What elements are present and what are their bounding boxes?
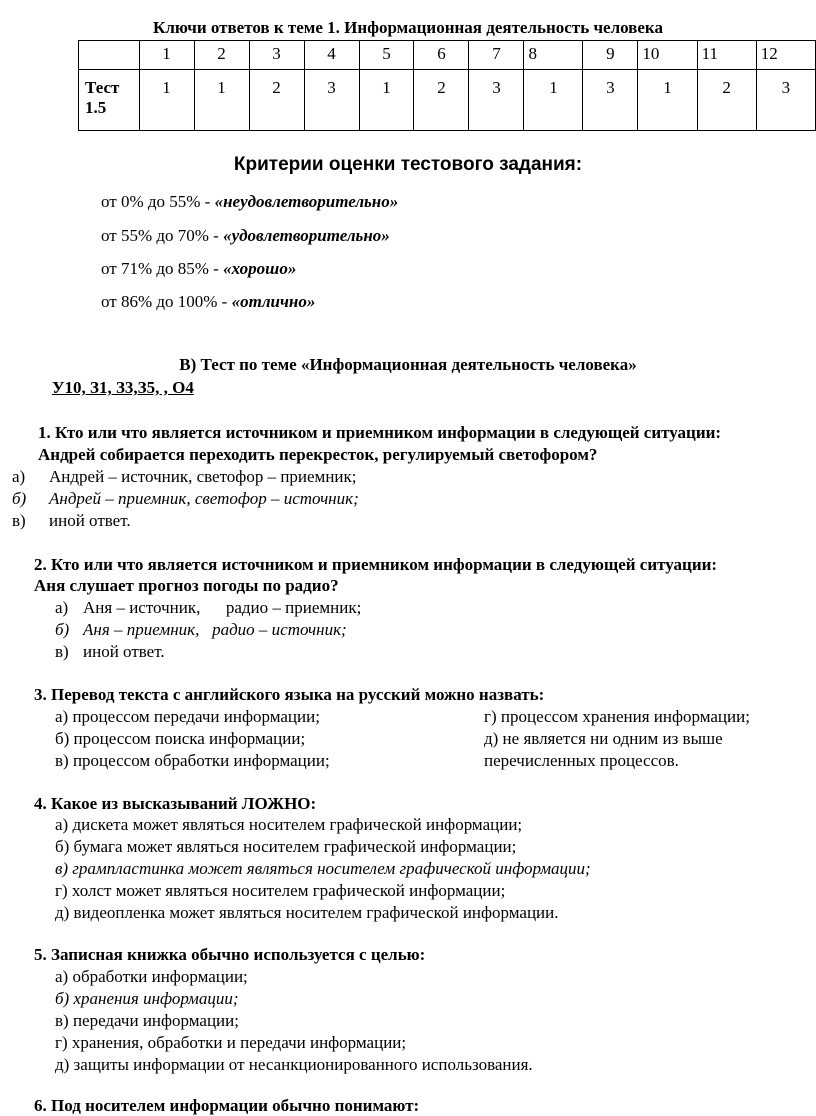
option-text: б) бумага может являться носителем графической информации;	[55, 837, 517, 856]
answer-cell: 3	[756, 70, 815, 131]
criteria-item	[101, 226, 390, 246]
section-title: В) Тест по теме «Информационная деятельность человека»	[179, 355, 637, 374]
option-marker: а)	[12, 467, 26, 486]
criteria-range: от 71% до 85% -	[101, 259, 224, 278]
question-text: 6. Под носителем информации обычно понимают:	[34, 1096, 420, 1115]
option-text: Андрей – источник, светофор – приемник;	[49, 467, 357, 486]
option-text: в) передачи информации;	[55, 1011, 239, 1030]
question-text: 4. Какое из высказываний ЛОЖНО:	[34, 794, 317, 813]
option-text: г) процессом хранения информации;	[484, 707, 750, 726]
header-cell: 10	[638, 41, 697, 70]
option-text: Аня – приемник, радио – источник;	[83, 620, 347, 639]
criteria-range: от 55% до 70% -	[101, 226, 224, 245]
header-cell: 1	[139, 41, 194, 70]
question-text: Аня слушает прогноз погоды по радио?	[34, 576, 339, 595]
option-text: Андрей – приемник, светофор – источник;	[49, 489, 359, 508]
option-text: а) процессом передачи информации;	[55, 707, 320, 726]
header-cell	[79, 41, 140, 70]
header-cell: 11	[697, 41, 756, 70]
option-text: б) процессом поиска информации;	[55, 729, 306, 748]
section-codes: У10, З1, З3,З5, , О4	[52, 378, 194, 397]
header-cell: 9	[583, 41, 638, 70]
option-text: б) хранения информации;	[55, 989, 239, 1008]
option-marker: б)	[12, 489, 27, 508]
answer-cell: 2	[697, 70, 756, 131]
criteria-item	[101, 292, 315, 312]
answer-cell: 1	[194, 70, 249, 131]
criteria-range: от 86% до 100% -	[101, 292, 232, 311]
option-marker: в)	[55, 642, 69, 661]
answer-cell: 3	[469, 70, 524, 131]
criteria-range: от 0% до 55% -	[101, 192, 215, 211]
option-text: а) дискета может являться носителем графической информации;	[55, 815, 523, 834]
option-text: г) холст может являться носителем графической информации;	[55, 881, 506, 900]
criteria-item	[101, 192, 398, 212]
question-text: 2. Кто или что является источником и приемником информации в следующей ситуации:	[34, 555, 718, 574]
question-text: 5. Записная книжка обычно используется с целью:	[34, 945, 426, 964]
option-text: г) хранения, обработки и передачи информации;	[55, 1033, 407, 1052]
option-marker: в)	[12, 511, 26, 530]
option-text: д) не является ни одним из выше	[484, 729, 723, 748]
question-text: 3. Перевод текста с английского языка на русский можно назвать:	[34, 685, 545, 704]
option-text: д) видеопленка может являться носителем графической информации.	[55, 903, 559, 922]
answer-cell: 3	[304, 70, 359, 131]
criteria-item	[101, 259, 296, 279]
option-text: а) обработки информации;	[55, 967, 248, 986]
header-cell: 7	[469, 41, 524, 70]
option-text: иной ответ.	[83, 642, 165, 661]
criteria-title: Критерии оценки тестового задания:	[233, 154, 583, 175]
page-title: Ключи ответов к теме 1. Информационная деятельность человека	[153, 18, 663, 37]
answer-cell: 2	[414, 70, 469, 131]
answer-cell: 1	[524, 70, 583, 131]
header-cell: 12	[756, 41, 815, 70]
question-text: 1. Кто или что является источником и приемником информации в следующей ситуации:	[38, 423, 722, 442]
answer-cell: 1	[139, 70, 194, 131]
row-label: Тест 1.5	[79, 70, 140, 131]
answer-key-row	[79, 70, 816, 131]
criteria-grade: «неудовлетворительно»	[214, 192, 399, 211]
option-text: в) грампластинка может являться носителем графической информации;	[55, 859, 591, 878]
option-marker: а)	[55, 598, 69, 617]
header-cell: 5	[359, 41, 414, 70]
option-text: в) процессом обработки информации;	[55, 751, 330, 770]
header-cell: 3	[249, 41, 304, 70]
option-marker: б)	[55, 620, 70, 639]
header-cell: 2	[194, 41, 249, 70]
answer-cell: 3	[583, 70, 638, 131]
answer-key-table	[78, 40, 816, 131]
header-cell: 6	[414, 41, 469, 70]
question-text: Андрей собирается переходить перекресток, регулируемый светофором?	[38, 445, 598, 464]
option-text: иной ответ.	[49, 511, 131, 530]
criteria-grade: «хорошо»	[223, 259, 297, 278]
criteria-grade: «удовлетворительно»	[223, 226, 390, 245]
option-text: Аня – источник, радио – приемник;	[83, 598, 362, 617]
criteria-grade: «отлично»	[231, 292, 316, 311]
header-cell: 8	[524, 41, 583, 70]
answer-key-header-row	[79, 41, 816, 70]
answer-cell: 1	[359, 70, 414, 131]
answer-cell: 2	[249, 70, 304, 131]
option-text: д) защиты информации от несанкционированного использования.	[55, 1055, 533, 1074]
header-cell: 4	[304, 41, 359, 70]
answer-cell: 1	[638, 70, 697, 131]
option-text: перечисленных процессов.	[484, 751, 679, 770]
